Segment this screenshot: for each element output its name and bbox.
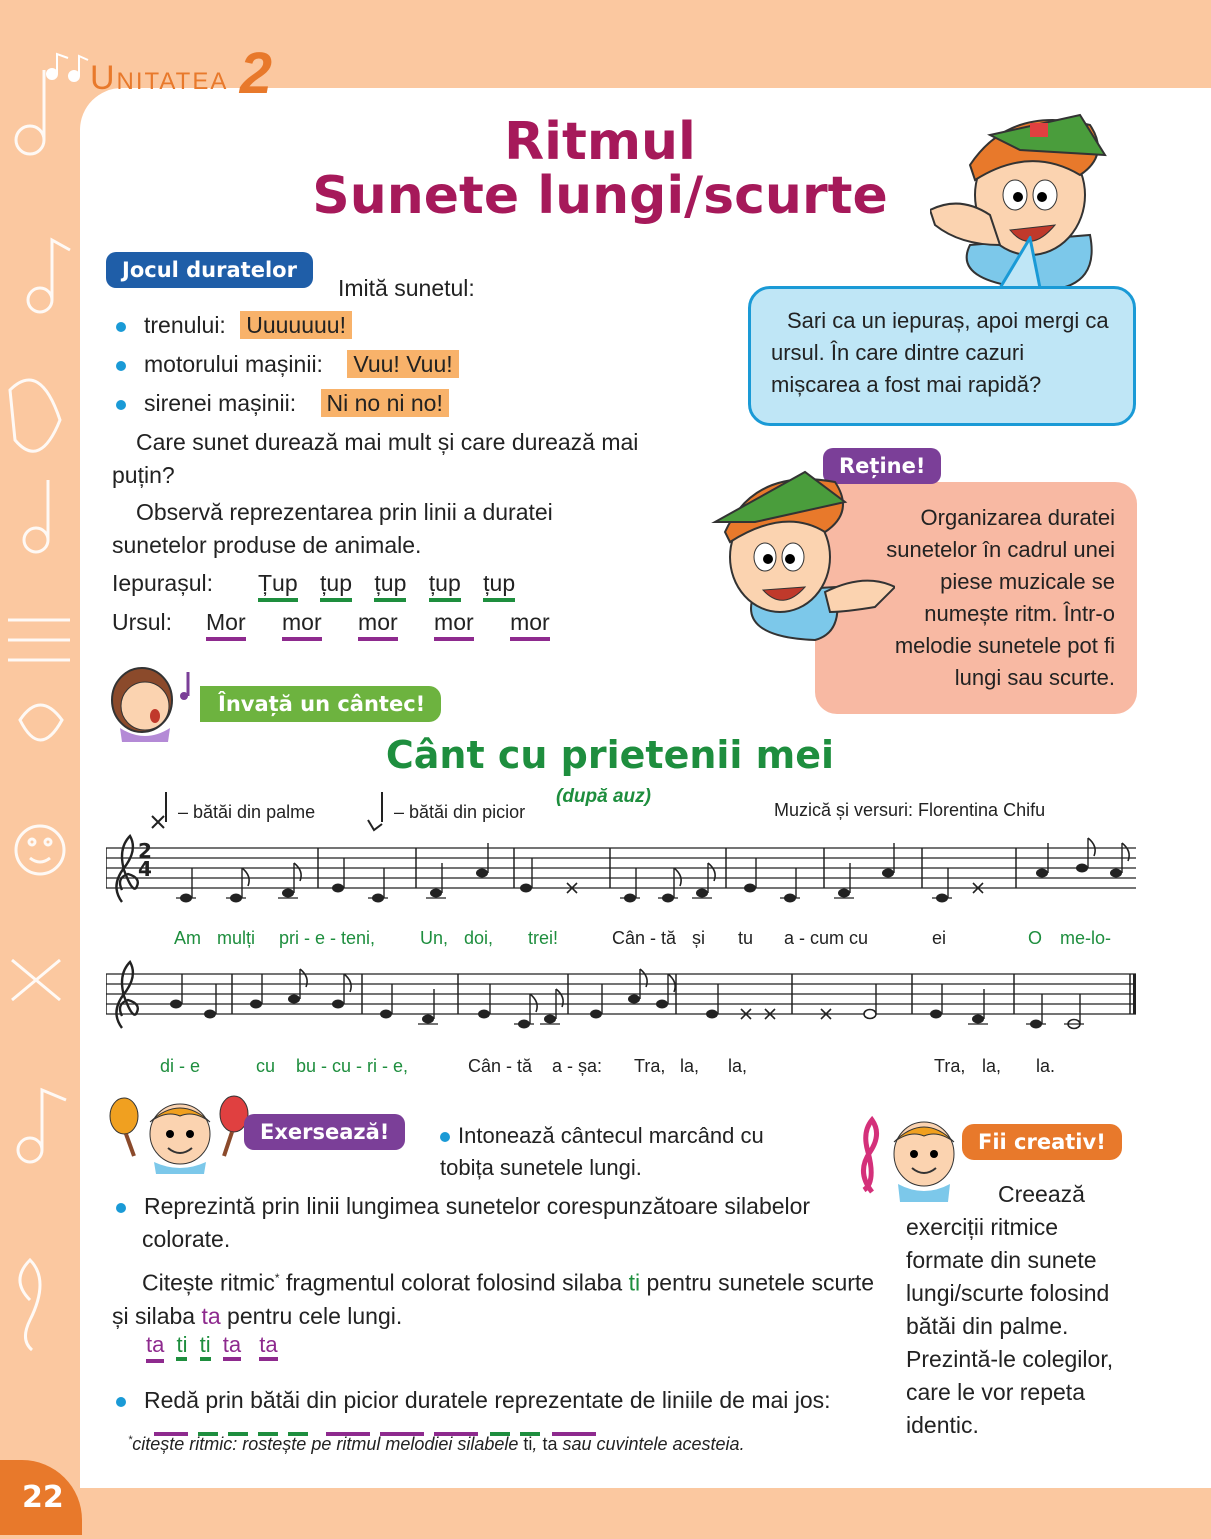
music-staff-1 [106,830,1142,920]
note-head [706,1010,718,1019]
note-head [380,1010,392,1019]
long-word: mor [434,609,474,641]
short-word: țup [429,570,461,602]
bullet-icon [116,361,126,371]
music-staff-2 [106,956,1142,1046]
lyric-syllable: pri - e - teni, [279,928,376,948]
speech-bubble [748,286,1136,426]
legend-stomp: – bătăi din picior [394,802,526,822]
note-head [656,1000,668,1009]
bullet-icon [116,322,126,332]
short-word: Țup [258,570,298,602]
eighth-flag [668,974,675,992]
eighth-flag [242,868,249,886]
unit-label: Unitatea [90,59,229,97]
list-item [116,387,449,420]
time-signature-bottom: 4 [138,857,152,881]
speech-bubble-text: Sari ca un iepuraș, apoi mergi ca ursul. În care dintre cazuri mișcarea a fost mai rapidă? [771,308,1109,397]
boy-character-pointing-illustration [695,462,895,646]
lyrics-line-2 [0,1056,1211,1080]
page-subtitle: Sunete lungi/scurte [312,166,888,226]
note-head [544,1015,556,1024]
note-head [478,1010,490,1019]
page-number: 22 [0,1460,82,1535]
item-label: motorului mașinii: [144,351,323,377]
footnote-ta: ta [542,1434,558,1454]
lyric-syllable: ei [932,928,947,948]
staff-2-notation [106,956,1142,1042]
exerseaza-tag: Exersează! [244,1114,405,1150]
long-word: mor [282,609,322,641]
rhythm-syllable: ta [223,1332,241,1361]
bullet-icon [440,1132,450,1142]
long-word: mor [510,609,550,641]
sound-highlight: Vuu! Vuu! [347,350,458,378]
short-word: țup [320,570,352,602]
note-head [590,1010,602,1019]
footnote [128,1434,745,1455]
footnote-marker: * [274,1271,280,1285]
eighth-flag [674,868,681,886]
lyric-syllable: Un, [420,928,449,948]
item-label: trenului: [144,312,226,338]
lyric-syllable: bu - cu - ri - e, [296,1056,409,1076]
decorative-left-strip [0,0,80,1535]
lyric-syllable: di - e [160,1056,201,1076]
note-head [520,884,532,893]
lyric-syllable: la, [680,1056,700,1076]
syllable-ta: ta [201,1302,221,1329]
note-head [696,889,708,898]
note-head [882,869,894,878]
sound-highlight: Uuuuuuu! [240,311,352,339]
rhythm-syllable: ta [259,1332,277,1361]
rhythm-syllables [146,1328,278,1361]
list-item [116,348,459,381]
rhythm-syllable: ta [146,1332,164,1363]
eighth-flag [1088,838,1095,856]
exerseaza-item-1 [440,1120,800,1184]
exerseaza-item-2-text: Reprezintă prin linii lungimea sunetelor corespunzătoare silabelor colorate. [142,1193,811,1252]
fii-creativ-tag: Fii creativ! [962,1124,1122,1160]
note-head [838,889,850,898]
bullet-icon [116,1203,126,1213]
lyric-syllable: Cân - tă [612,928,677,948]
ursul-words [206,606,550,639]
retine-tag: Reține! [823,448,941,484]
page-title: Ritmul [504,112,696,172]
iepurasul-words [258,567,515,600]
invata-cantec-tag: Învață un cântec! [200,686,441,722]
read-text-b: fragmentul colorat folosind silaba [279,1269,629,1296]
sound-highlight: Ni no ni no! [321,389,449,417]
note-head [332,884,344,893]
lyric-syllable: Am [174,928,201,948]
list-item [116,309,352,342]
lyric-syllable: cu [256,1056,276,1076]
bullet-icon [116,1397,126,1407]
time-signature [138,839,152,881]
bullet-icon [116,400,126,410]
lyric-syllable: mulți [217,928,256,948]
lyric-syllable: Tra, [634,1056,666,1076]
lyric-syllable: O [1028,928,1043,948]
lyric-syllable: Cân - tă [468,1056,533,1076]
long-word: Mor [206,609,246,641]
lyric-syllable: a - cum cu [784,928,869,948]
lyric-syllable: la, [982,1056,1002,1076]
note-head [1076,864,1088,873]
note-head [430,889,442,898]
treble-clef-icon [116,962,137,1028]
lyric-syllable: tu [738,928,754,948]
footnote-text-b: , [532,1434,543,1454]
creativ-text: Creează exerciții ritmice formate din sunete lungi/scurte folosind bătăi din palme. Prezintă-le colegilor, care le vor repeta identic. [906,1181,1114,1438]
footnote-text-a: citește ritmic: rostește pe ritmul melodiei silabele [132,1434,524,1454]
final-barline [1133,974,1136,1014]
eighth-flag [530,994,537,1012]
read-rhythm-text [112,1262,892,1333]
lyric-syllable: a - șa: [552,1056,603,1076]
jocul-duratelor-tag: Jocul duratelor [106,252,313,288]
lyrics-line-1 [0,928,1211,952]
note-head [332,1000,344,1009]
short-word: țup [374,570,406,602]
lyric-syllable: trei! [528,928,559,948]
note-head [204,1010,216,1019]
staff-1-notation [106,830,1142,916]
note-head [170,1000,182,1009]
exerseaza-item-3 [116,1384,896,1417]
note-head [972,1015,984,1024]
read-text-a: Citește ritmic [142,1269,275,1296]
girl-singing-illustration [100,662,210,746]
lyric-syllable: și [692,928,705,948]
duration-question: Care sunet durează mai mult și care durează mai puțin? [112,429,639,488]
song-credits: Muzică și versuri: Florentina Chifu [774,800,1046,820]
retine-text: Organizarea duratei sunetelor în cadrul unei piese muzicale se numește ritm. Într-o melodie sunetele pot fi lungi sau scurte. [886,505,1115,690]
music-notes-icon [44,48,90,88]
lyric-syllable: doi, [464,928,494,948]
song-subtitle: (după auz) [556,786,651,807]
treble-clef-icon [116,836,137,902]
eighth-flag [344,974,351,992]
footnote-star: * [128,1434,133,1446]
lyric-syllable: la. [1036,1056,1056,1076]
lyric-syllable: me-lo- [1060,928,1112,948]
short-word: țup [483,570,515,602]
legend-clap: – bătăi din palme [178,802,316,822]
footnote-ti: ti [523,1434,533,1454]
read-text-c: pentru sunetele scurte și silaba [112,1269,875,1329]
imita-intro: Imită sunetul: [338,275,475,301]
note-head [282,889,294,898]
note-head [1036,869,1048,878]
exerseaza-item-2 [116,1190,862,1256]
bottom-strip [80,1488,1211,1535]
note-head [476,869,488,878]
exerseaza-item-3-text: Redă prin bătăi din picior duratele reprezentate de liniile de mai jos: [144,1387,831,1413]
unit-number: 2 [239,41,275,106]
rhythm-syllable: ti [176,1332,187,1361]
lyric-syllable: Tra, [934,1056,966,1076]
music-doodles-icon [0,0,80,1535]
observe-text: Observă reprezentarea prin linii a duratei sunetelor produse de animale. [112,499,553,558]
note-head [422,1015,434,1024]
note-head [628,995,640,1004]
syllable-ti: ti [628,1269,641,1296]
unit-header [90,40,274,107]
footnote-text-c: sau cuvintele acesteia. [557,1434,745,1454]
iepurasul-label: Iepurașul: [112,570,214,596]
note-head [288,995,300,1004]
boy-maracas-illustration [104,1094,254,1178]
read-text-d: pentru cele lungi. [220,1302,403,1329]
note-head [250,1000,262,1009]
long-word: mor [358,609,398,641]
note-head [1110,869,1122,878]
item-label: sirenei mașinii: [144,390,297,416]
time-signature-top: 2 [138,839,152,863]
note-head [930,1010,942,1019]
exerseaza-item-1-text: Intonează cântecul marcând cu tobița sunetele lungi. [440,1123,764,1180]
note-head [744,884,756,893]
lyric-syllable: la, [728,1056,748,1076]
half-note [864,1010,876,1019]
rhythm-syllable: ti [200,1332,211,1361]
song-title: Cânt cu prietenii mei [385,733,835,777]
ursul-label: Ursul: [112,609,173,635]
